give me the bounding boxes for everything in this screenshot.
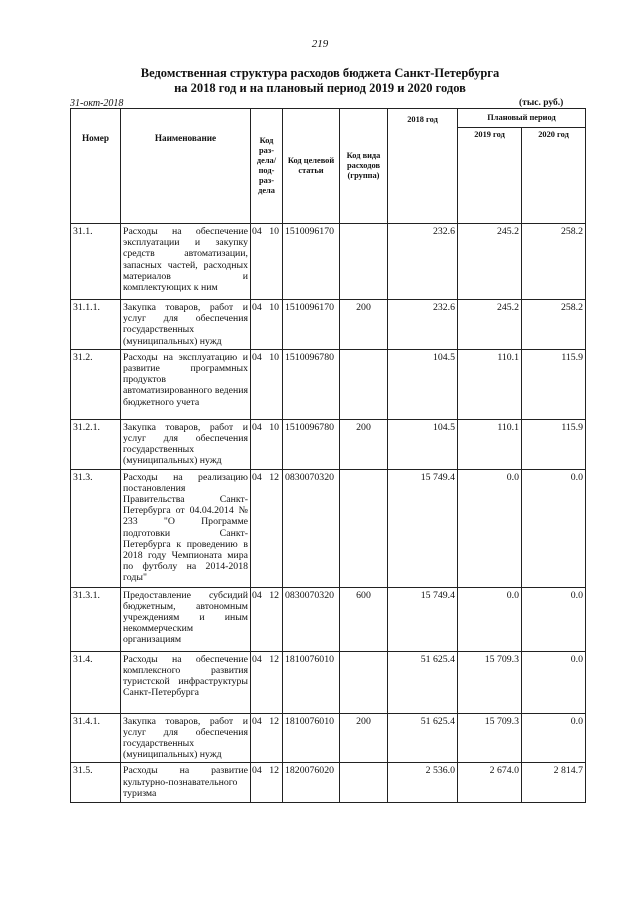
cell-target-code: 1510096170: [283, 300, 340, 350]
cell-2019: 245.2: [458, 224, 522, 300]
cell-razdel: [251, 224, 283, 300]
cell-name: Расходы на обеспечение эксплуатации и закупку средств автоматизации, запасных частей, расходных материалов и комплектующих к ним: [121, 224, 251, 300]
cell-number: 31.1.: [71, 224, 121, 300]
cell-razdel-code: 04: [252, 589, 262, 601]
units-label: (тыс. руб.): [519, 98, 564, 108]
table-row: [71, 713, 586, 763]
cell-2019: 0.0: [458, 587, 522, 651]
cell-name: Расходы на реализацию постановления Правительства Санкт-Петербурга от 04.04.2014 № 233 "О Программе подготовки Санкт-Петербурга к проведению в 2018 году Чемпионата мира по футболу на 2014-2018 годы": [121, 469, 251, 587]
cell-number: 31.4.1.: [71, 713, 121, 763]
header-planned-period: Плановый период: [458, 109, 586, 128]
cell-target-code: 1510096780: [283, 349, 340, 419]
cell-razdel: [251, 651, 283, 713]
cell-vid-code: 200: [340, 300, 388, 350]
cell-target-code: 1510096170: [283, 224, 340, 300]
table-row: [71, 419, 586, 469]
cell-vid-code: [340, 651, 388, 713]
cell-2019: 0.0: [458, 469, 522, 587]
cell-target-code: 1820076020: [283, 763, 340, 803]
cell-podrazdel-code: 10: [269, 226, 279, 237]
table-row: [71, 469, 586, 587]
cell-number: 31.2.: [71, 349, 121, 419]
cell-razdel: [251, 419, 283, 469]
cell-2018: 15 749.4: [388, 469, 458, 587]
cell-2019: 15 709.3: [458, 713, 522, 763]
cell-2019: 110.1: [458, 349, 522, 419]
cell-number: 31.5.: [71, 763, 121, 803]
cell-razdel-code: 04: [252, 421, 262, 433]
cell-podrazdel-code: 12: [269, 589, 279, 601]
cell-razdel-code: 04: [252, 226, 262, 237]
cell-2020: 115.9: [522, 419, 586, 469]
cell-2020: 258.2: [522, 300, 586, 350]
cell-2019: 15 709.3: [458, 651, 522, 713]
cell-podrazdel-code: 12: [269, 765, 279, 777]
cell-number: 31.4.: [71, 651, 121, 713]
header-razdel: Код раз-дела/ под-раз-дела: [251, 109, 283, 224]
cell-number: 31.1.1.: [71, 300, 121, 350]
header-vid: Код вида расходов (группа): [340, 109, 388, 224]
header-name: Наименование: [121, 109, 251, 224]
cell-target-code: 1810076010: [283, 651, 340, 713]
header-number: Номер: [71, 109, 121, 224]
cell-podrazdel-code: 10: [269, 351, 279, 363]
cell-2018: 232.6: [388, 300, 458, 350]
cell-vid-code: [340, 469, 388, 587]
cell-target-code: 1810076010: [283, 713, 340, 763]
table-row: [71, 587, 586, 651]
cell-vid-code: [340, 224, 388, 300]
cell-podrazdel-code: 10: [269, 302, 279, 313]
cell-2020: 0.0: [522, 469, 586, 587]
cell-name: Расходы на развитие культурно-познавательного туризма: [121, 763, 251, 803]
cell-2018: 2 536.0: [388, 763, 458, 803]
cell-2018: 104.5: [388, 349, 458, 419]
cell-2020: 2 814.7: [522, 763, 586, 803]
title-line-1: Ведомственная структура расходов бюджета Санкт-Петербурга: [140, 66, 500, 80]
cell-2020: 0.0: [522, 713, 586, 763]
cell-razdel: [251, 587, 283, 651]
cell-2020: 0.0: [522, 587, 586, 651]
document-title: [0, 66, 640, 96]
cell-number: 31.3.: [71, 469, 121, 587]
cell-2018: 232.6: [388, 224, 458, 300]
page-number: 219: [311, 38, 329, 50]
cell-vid-code: [340, 763, 388, 803]
cell-razdel: [251, 349, 283, 419]
cell-name: Закупка товаров, работ и услуг для обеспечения государственных (муниципальных) нужд: [121, 300, 251, 350]
cell-podrazdel-code: 12: [269, 653, 279, 665]
document-date: 31-окт-2018: [70, 98, 124, 109]
cell-name: Расходы на эксплуатацию и развитие программных продуктов автоматизированного ведения бюджетного учета: [121, 349, 251, 419]
cell-target-code: 0830070320: [283, 469, 340, 587]
cell-vid-code: 200: [340, 419, 388, 469]
cell-podrazdel-code: 12: [269, 715, 279, 727]
title-line-2: на 2018 год и на плановый период 2019 и 2020 годов: [174, 81, 466, 95]
cell-number: 31.2.1.: [71, 419, 121, 469]
table-row: [71, 224, 586, 300]
cell-name: Закупка товаров, работ и услуг для обеспечения государственных (муниципальных) нужд: [121, 713, 251, 763]
cell-2019: 245.2: [458, 300, 522, 350]
table-body: [71, 224, 586, 803]
header-target: Код целевой статьи: [283, 109, 340, 224]
cell-razdel-code: 04: [252, 351, 262, 363]
cell-2019: 2 674.0: [458, 763, 522, 803]
table-row: [71, 651, 586, 713]
header-2018: 2018 год: [388, 109, 458, 224]
cell-2018: 15 749.4: [388, 587, 458, 651]
cell-razdel: [251, 763, 283, 803]
cell-target-code: 1510096780: [283, 419, 340, 469]
cell-razdel-code: 04: [252, 653, 262, 665]
table-header: [71, 109, 586, 224]
cell-2018: 51 625.4: [388, 713, 458, 763]
cell-name: Предоставление субсидий бюджетным, автономным учреждениям и иным некоммерческим организациям: [121, 587, 251, 651]
cell-razdel: [251, 469, 283, 587]
cell-2018: 51 625.4: [388, 651, 458, 713]
cell-name: Закупка товаров, работ и услуг для обеспечения государственных (муниципальных) нужд: [121, 419, 251, 469]
cell-2020: 258.2: [522, 224, 586, 300]
cell-vid-code: 200: [340, 713, 388, 763]
table-row: [71, 763, 586, 803]
cell-number: 31.3.1.: [71, 587, 121, 651]
table-row: [71, 349, 586, 419]
cell-2020: 115.9: [522, 349, 586, 419]
header-2019: 2019 год: [458, 128, 522, 224]
cell-2019: 110.1: [458, 419, 522, 469]
cell-razdel-code: 04: [252, 471, 262, 483]
cell-razdel-code: 04: [252, 765, 262, 777]
cell-podrazdel-code: 12: [269, 471, 279, 483]
cell-razdel: [251, 300, 283, 350]
cell-2020: 0.0: [522, 651, 586, 713]
cell-vid-code: 600: [340, 587, 388, 651]
cell-2018: 104.5: [388, 419, 458, 469]
cell-vid-code: [340, 349, 388, 419]
cell-razdel: [251, 713, 283, 763]
budget-table: [70, 108, 586, 803]
cell-target-code: 0830070320: [283, 587, 340, 651]
cell-podrazdel-code: 10: [269, 421, 279, 433]
cell-name: Расходы на обеспечение комплексного развития туристской инфраструктуры Санкт-Петербурга: [121, 651, 251, 713]
table-row: [71, 300, 586, 350]
header-2020: 2020 год: [522, 128, 586, 224]
cell-razdel-code: 04: [252, 715, 262, 727]
cell-razdel-code: 04: [252, 302, 262, 313]
